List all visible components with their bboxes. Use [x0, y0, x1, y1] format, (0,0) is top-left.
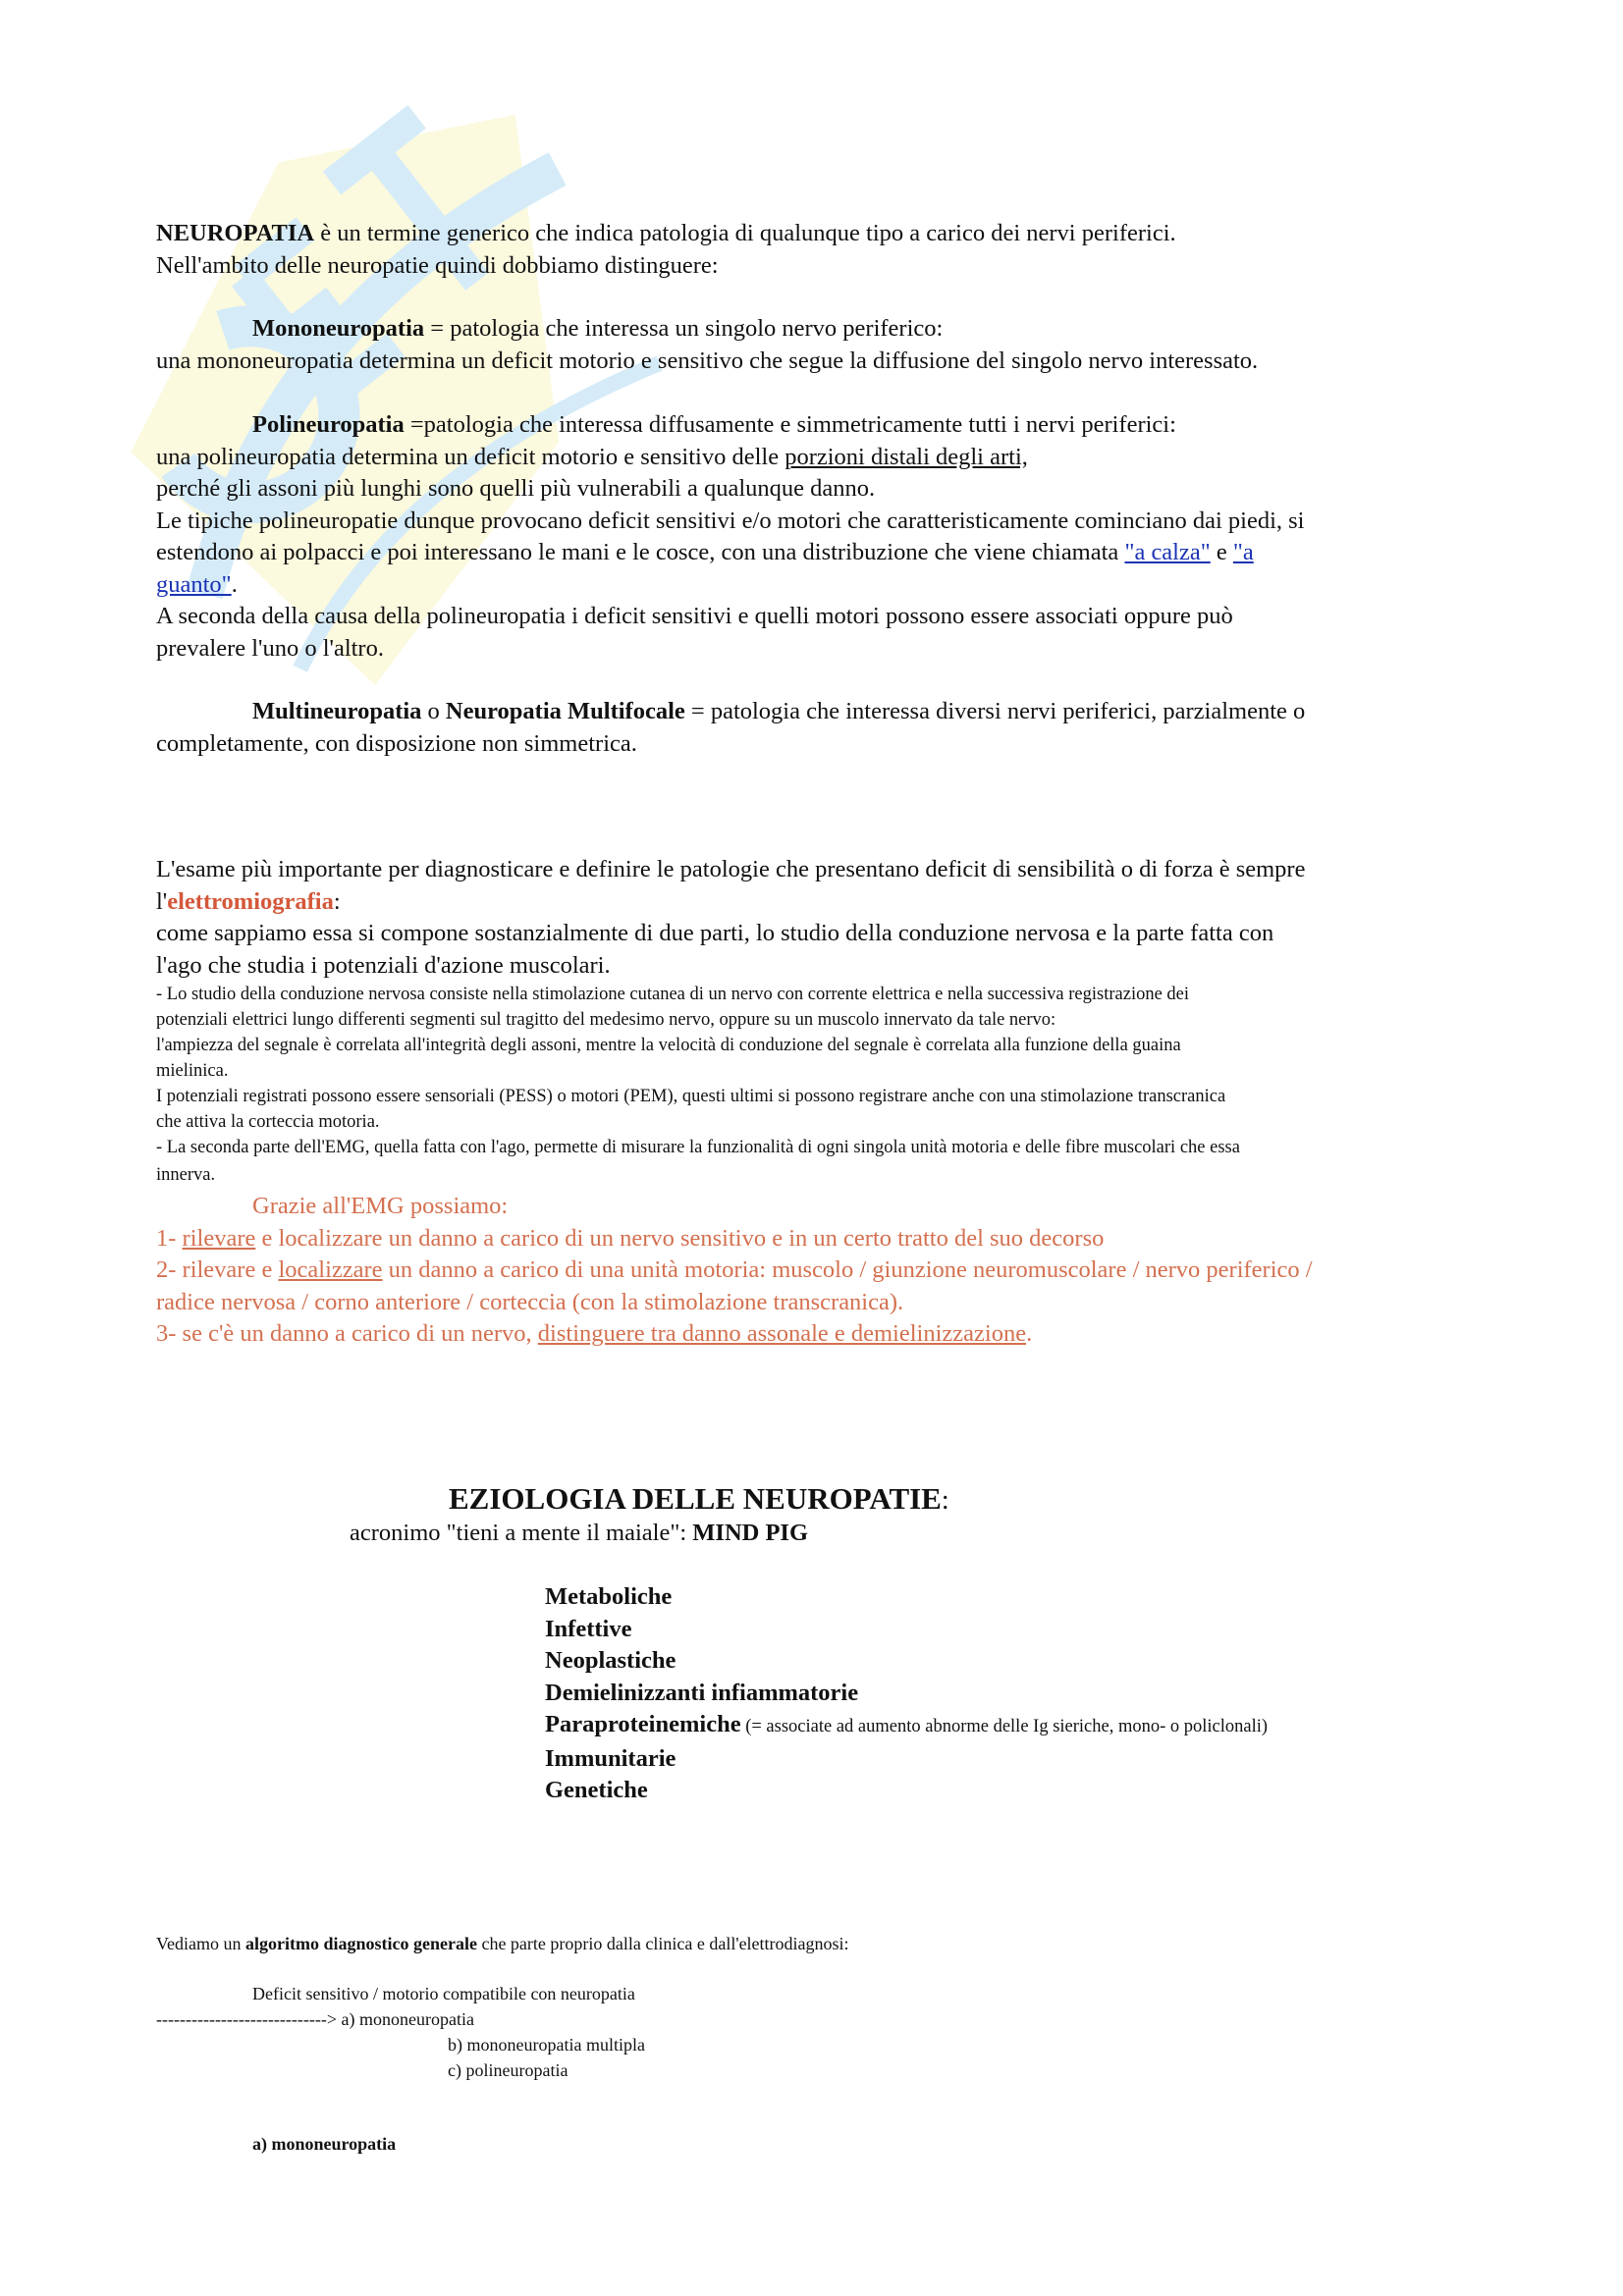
grazie-item-2-cont: radice nervosa / corno anteriore / corteccia (con la stimolazione transcranica). — [156, 1288, 904, 1315]
eziologia-item-demielinizzanti: Demielinizzanti infiammatorie — [545, 1679, 859, 1706]
eziologia-item-infettive: Infettive — [545, 1615, 632, 1642]
emg-small-6: che attiva la corteccia motoria. — [156, 1112, 380, 1132]
grazie-item-3: 3- se c'è un danno a carico di un nervo, distinguere tra danno assonale e demielinizzazione. — [156, 1320, 1033, 1347]
eziologia-list — [545, 1581, 1268, 1807]
eziologia-item-immunitarie: Immunitarie — [545, 1744, 676, 1772]
emg-line-2: l'elettromiografia: — [156, 887, 341, 915]
grazie-item-1: 1- rilevare e localizzare un danno a carico di un nervo sensitivo e in un certo tratto del suo decorso — [156, 1224, 1105, 1252]
emg-block — [156, 854, 1305, 1190]
emg-small-3: l'ampiezza del segnale è correlata all'integrità degli assoni, mentre la velocità di conduzione del segnale è correlata alla funzione della guaina — [156, 1036, 1181, 1055]
eziologia-item-genetiche: Genetiche — [545, 1777, 648, 1803]
link-a-guanto-part-1[interactable]: "a — [1232, 539, 1254, 565]
grazie-title: Grazie all'EMG possiamo: — [252, 1193, 509, 1219]
algoritmo-option-c: c) polineuropatia — [448, 2060, 568, 2080]
intro-block — [156, 218, 1176, 282]
polineuropatia-block — [156, 409, 1304, 665]
emg-small-8: innerva. — [156, 1165, 216, 1185]
mononeuropatia-description: una mononeuropatia determina un deficit motorio e sensitivo che segue la diffusione del singolo nervo interessato. — [156, 347, 1259, 374]
link-a-guanto-part-2[interactable]: guanto" — [156, 570, 232, 598]
polineuropatia-line-6: guanto". — [156, 570, 238, 598]
link-a-calza[interactable]: "a calza" — [1124, 539, 1211, 565]
polineuropatia-line-4: Le tipiche polineuropatie dunque provocano deficit sensitivi e/o motori che caratteristicamente cominciano dai piedi, si — [156, 507, 1305, 534]
grazie-item-2: 2- rilevare e localizzare un danno a carico di una unità motoria: muscolo / giunzione neuromuscolare / nervo periferico / — [156, 1256, 1313, 1283]
polineuropatia-line-5: estendono ai polpacci e poi interessano le mani e le cosce, con una distribuzione che viene chiamata "a calza" e "a — [156, 539, 1254, 565]
algoritmo-option-b: b) mononeuropatia multipla — [448, 2035, 645, 2055]
polineuropatia-line-2: una polineuropatia determina un deficit motorio e sensitivo delle porzioni distali degli arti, — [156, 443, 1028, 470]
emg-small-5: I potenziali registrati possono essere sensoriali (PESS) o motori (PEM), questi ultimi si possono registrare anche con una stimolazione transcranica — [156, 1087, 1226, 1106]
multineuropatia-line-2: completamente, con disposizione non simmetrica. — [156, 729, 637, 757]
mind-pig-acronym: MIND PIG — [692, 1520, 809, 1546]
eziologia-title: EZIOLOGIA DELLE NEUROPATIE: — [449, 1481, 949, 1516]
neuropatia-term: NEUROPATIA — [156, 220, 315, 246]
emg-line-1: L'esame più importante per diagnosticare e definire le patologie che presentano deficit di sensibilità o di forza è sempre — [156, 856, 1306, 882]
emg-small-4: mielinica. — [156, 1061, 229, 1081]
algoritmo-arrow-a: -----------------------------> a) mononeuropatia — [156, 2009, 474, 2029]
algoritmo-intro: Vediamo un algoritmo diagnostico generale che parte proprio dalla clinica e dall'elettrodiagnosi: — [156, 1934, 849, 1953]
emg-line-3: come sappiamo essa si compone sostanzialmente di due parti, lo studio della conduzione nervosa e la parte fatta con — [156, 920, 1274, 946]
algoritmo-deficit: Deficit sensitivo / motorio compatibile con neuropatia — [252, 1984, 635, 2003]
emg-small-1: - Lo studio della conduzione nervosa consiste nella stimolazione cutanea di un nervo con corrente elettrica e nella successiva registrazione dei — [156, 985, 1190, 1004]
intro-line-1: NEUROPATIA è un termine generico che indica patologia di qualunque tipo a carico dei nervi periferici. — [156, 220, 1176, 246]
section-a-heading-wrap — [156, 2131, 396, 2157]
eziologia-acronym: acronimo "tieni a mente il maiale": MIND PIG — [350, 1520, 809, 1546]
section-a-heading: a) mononeuropatia — [252, 2134, 397, 2154]
emg-small-2: potenziali elettrici lungo differenti segmenti sul tragitto del medesimo nervo, oppure su un muscolo innervato da tale nervo: — [156, 1010, 1056, 1030]
intro-line-2: Nell'ambito delle neuropatie quindi dobbiamo distinguere: — [156, 251, 719, 279]
watermark-letter-t-shape — [332, 117, 519, 315]
elettromiografia-term: elettromiografia — [167, 887, 334, 915]
eziologia-item-paraproteinemiche: Paraproteinemiche (= associate ad aumento abnorme delle Ig sieriche, mono- o policlonali) — [545, 1711, 1269, 1737]
mononeuropatia-definition: Mononeuropatia = patologia che interessa un singolo nervo periferico: — [252, 315, 944, 342]
polineuropatia-line-7: A seconda della causa della polineuropatia i deficit sensitivi e quelli motori possono essere associati oppure può — [156, 603, 1233, 629]
emg-line-4: l'ago che studia i potenziali d'azione muscolari. — [156, 951, 611, 979]
multineuropatia-definition: Multineuropatia o Neuropatia Multifocale = patologia che interessa diversi nervi periferici, parzialmente o — [252, 698, 1306, 724]
multineuropatia-block — [156, 696, 1305, 760]
algoritmo-flow — [156, 1981, 645, 2083]
polineuropatia-line-3: perché gli assoni più lunghi sono quelli più vulnerabili a qualunque danno. — [156, 475, 876, 502]
polineuropatia-definition: Polineuropatia =patologia che interessa diffusamente e simmetricamente tutti i nervi periferici: — [252, 411, 1176, 438]
polineuropatia-line-8: prevalere l'uno o l'altro. — [156, 634, 384, 662]
eziologia-item-metaboliche: Metaboliche — [545, 1583, 673, 1610]
eziologia-item-neoplastiche: Neoplastiche — [545, 1647, 676, 1674]
grazie-emg-block — [156, 1191, 1313, 1351]
paraproteinemiche-note: (= associate ad aumento abnorme delle Ig sieriche, mono- o policlonali) — [740, 1717, 1269, 1736]
emg-small-7: - La seconda parte dell'EMG, quella fatta con l'ago, permette di misurare la funzionalità di ogni singola unità motoria e delle fibre muscolari che essa — [156, 1138, 1240, 1157]
mononeuropatia-block — [156, 313, 1258, 377]
